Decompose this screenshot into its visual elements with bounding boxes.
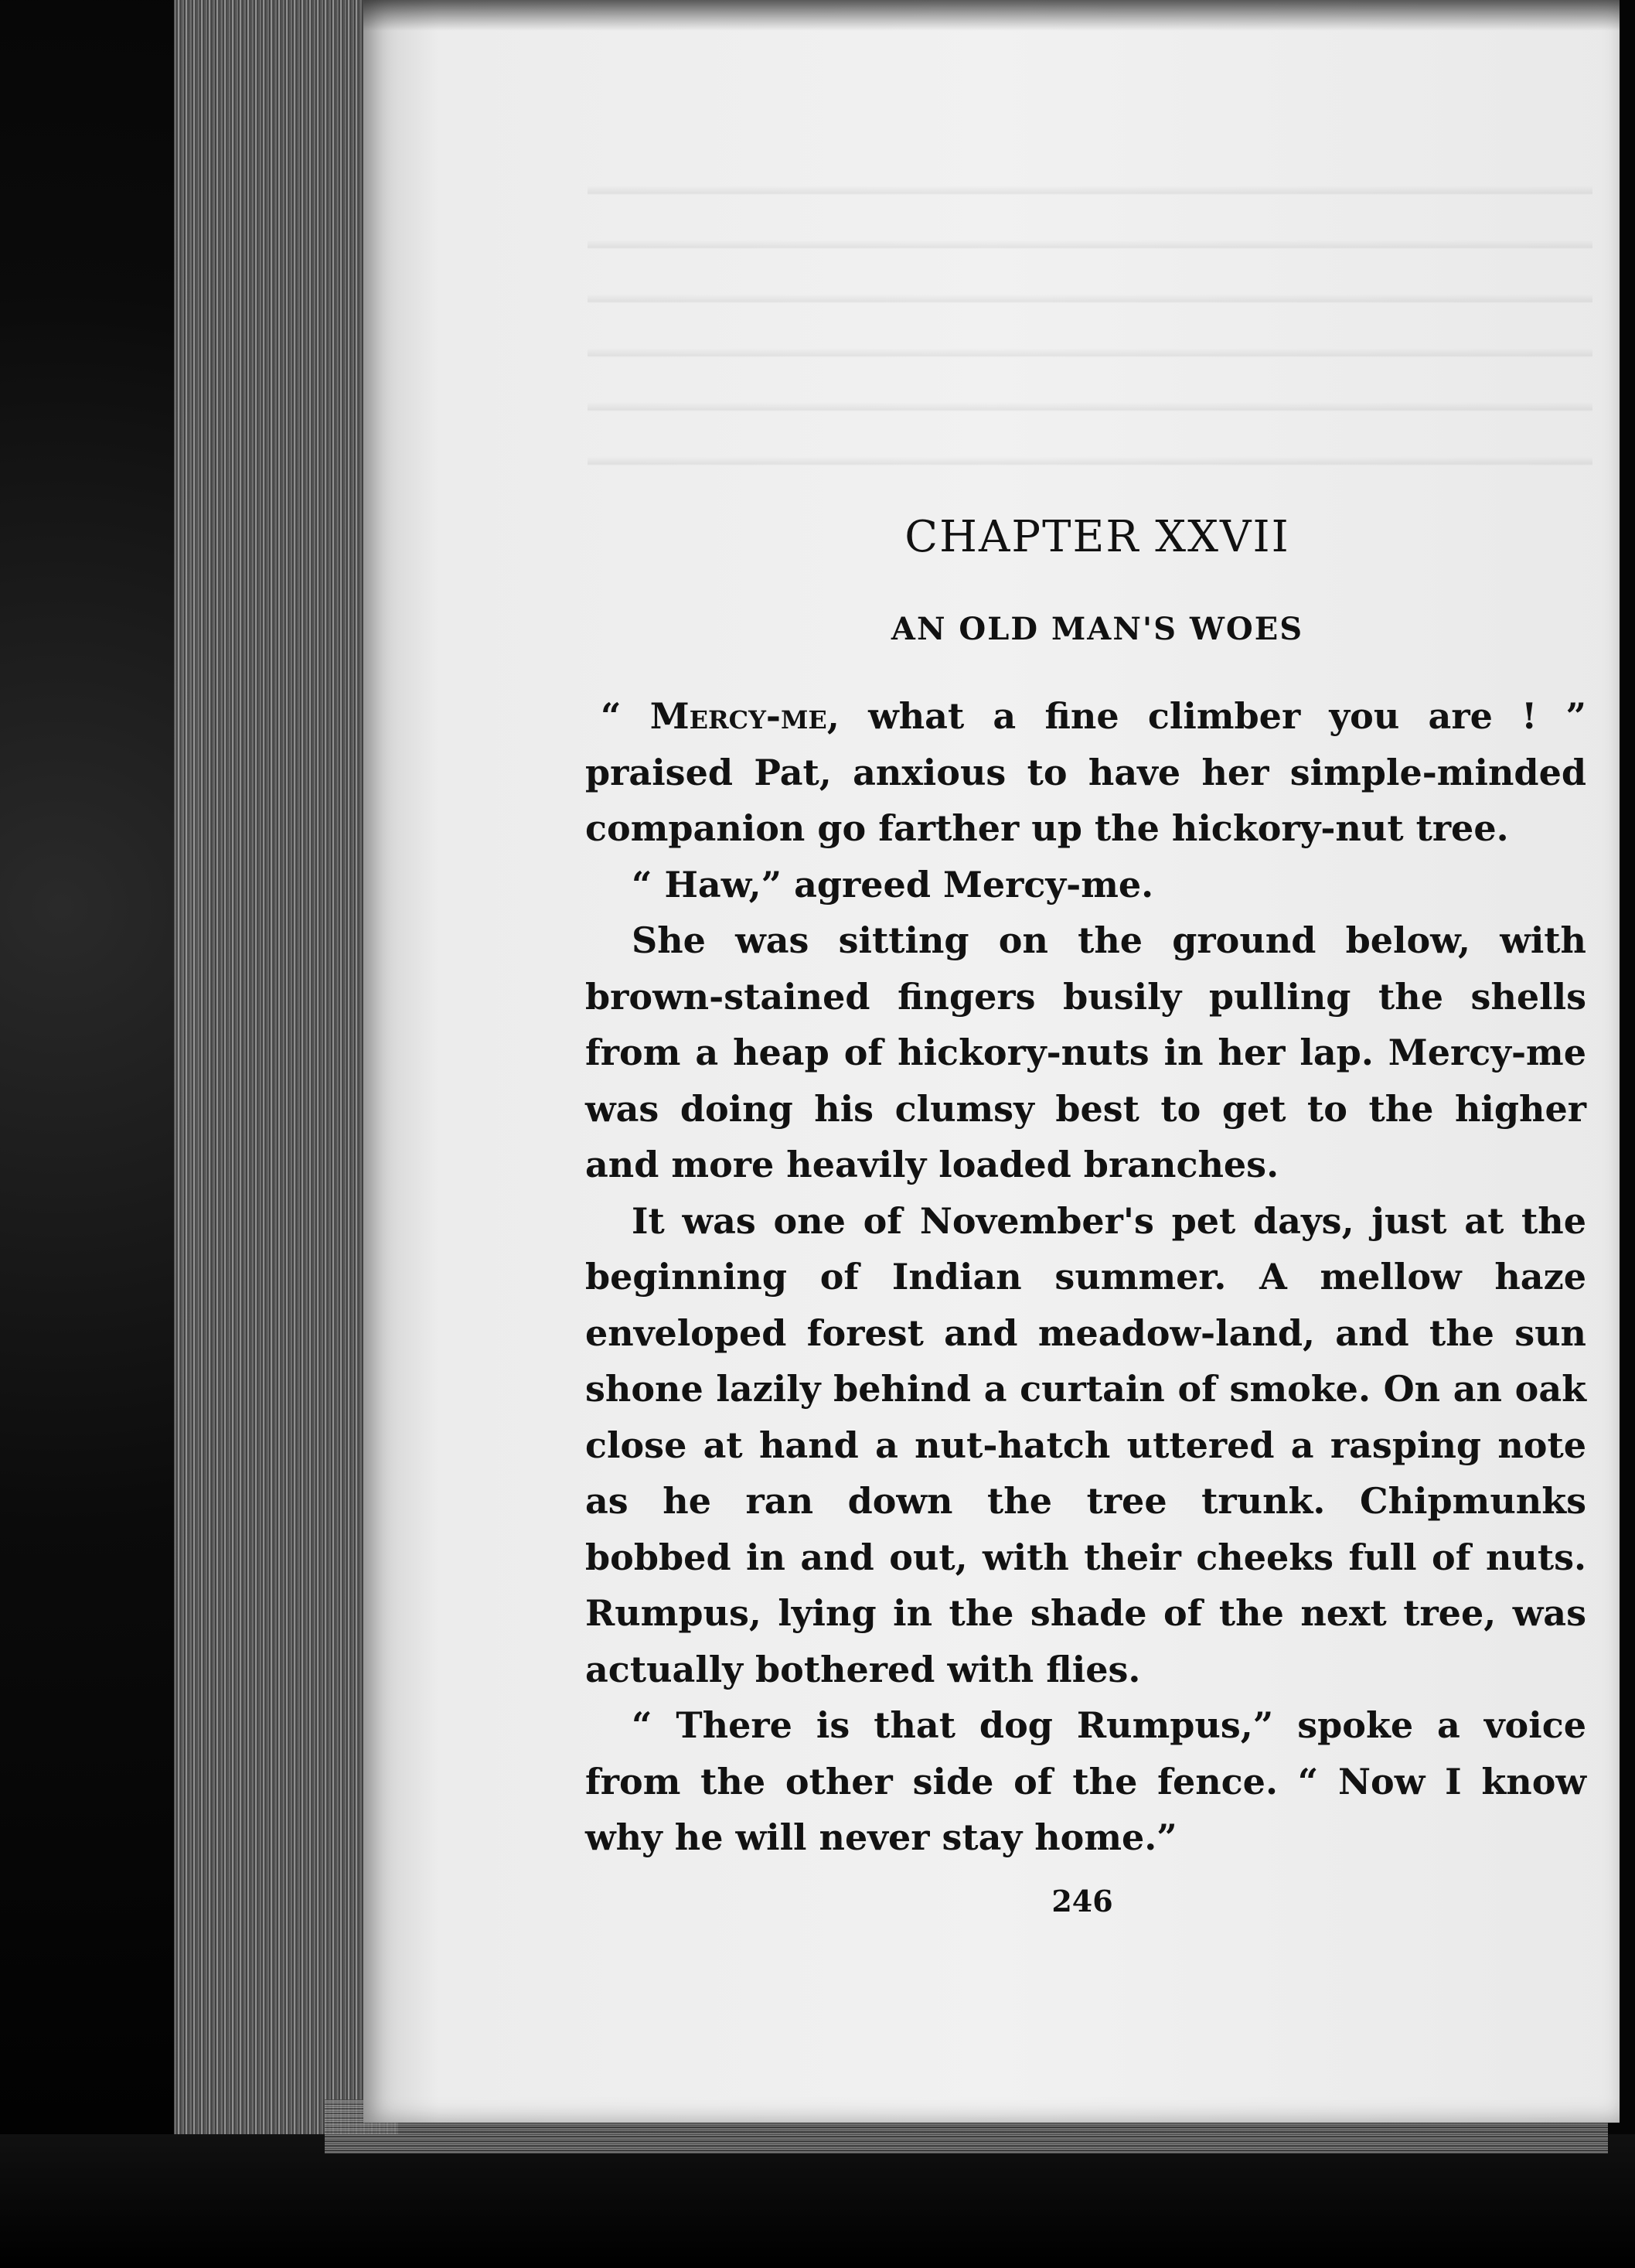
page-number: 246 [1051,1884,1113,1918]
paragraph: It was one of November's pet days, just at the beginning of Indian summer. A mellow haze enveloped forest and meadow-land, and the sun shone lazily behind a curtain of smoke. On an oak close at hand a nut-hatch uttered a rasping note as he ran down the tree trunk. Chipmunks bobbed in and out, with their cheeks full of nuts. Rumpus, lying in the shade of the next tree, was actually bothered with flies. [585,1199,1586,1690]
paragraph: “ Haw,” agreed Mercy-me. [632,863,1154,905]
paragraph: She was sitting on the ground below, with brown-stained fingers busily pulling the shells from a heap of hickory-nuts in her lap. Mercy-me was doing his clumsy best to get to the higher and more heavily loaded branches. [585,919,1586,1185]
chapter-title: CHAPTER XXVII [904,512,1290,562]
chapter-subtitle: AN OLD MAN'S WOES [891,611,1304,647]
body-text [585,688,1586,1866]
paragraph: “ There is that dog Rumpus,” spoke a voice from the other side of the fence. “ Now I know why he will never stay home.” [585,1704,1586,1858]
background-dark-bottom [0,2134,1635,2268]
page-top-shadow [363,0,1620,31]
paragraph-text: , what a fine climber you are ! ” praised Pat, anxious to have her simple-minded companion go farther up the hickory-nut tree. [585,695,1586,849]
paragraph [585,688,1586,857]
bleed-through-text [588,186,1592,510]
paragraph-lead: “ Mercy-me [601,695,827,737]
background-dark-left [0,0,201,2268]
